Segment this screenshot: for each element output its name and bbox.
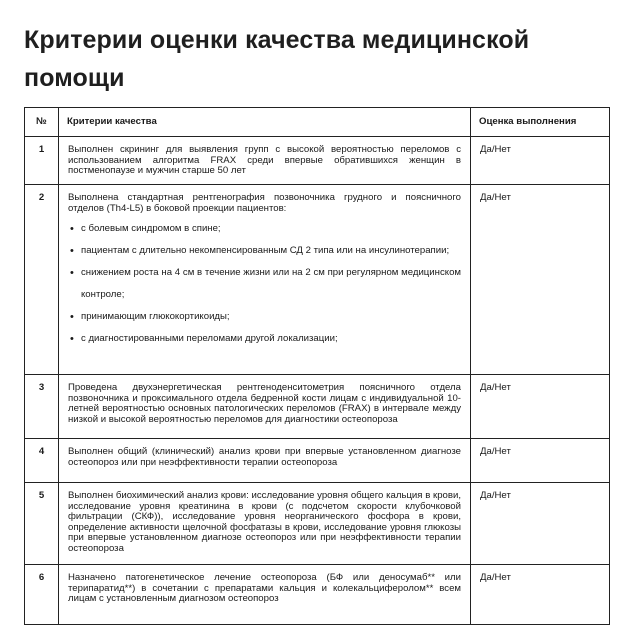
assessment-cell: Да/Нет [471, 375, 610, 439]
table-row [25, 185, 610, 375]
criterion-text: Выполнен общий (клинический) анализ крови при впервые установленном диагнозе остеопороз или при неэффективности терапии остеопороза [68, 446, 461, 468]
page-title: Критерии оценки качества медицинской помощи [24, 25, 530, 92]
table-row [25, 375, 610, 439]
column-header-criteria: Критерии качества [59, 108, 471, 137]
criterion-text: Выполнен биохимический анализ крови: исследование уровня общего кальция в крови, исследование уровня креатинина в крови (с подсчетом скорости клубочковой фильтрации (СКФ)), исследование уровня неорганического фосфора в крови, определение активности щелочной фосфатазы в крови, исследование уровня глюкозы при впервые установленном диагнозе остеопороз или при неэффективности терапии остеопороза [68, 490, 461, 554]
table-header-row [25, 108, 610, 137]
row-number: 3 [25, 375, 59, 439]
list-item: • пациентам с длительно некомпенсированным СД 2 типа или на инсулинотерапии; [68, 240, 461, 262]
quality-criteria-table [24, 107, 610, 625]
list-item: • принимающим глюкокортикоиды; [68, 306, 461, 328]
table-row [25, 483, 610, 565]
row-number: 2 [25, 185, 59, 375]
assessment-cell: Да/Нет [471, 439, 610, 483]
row-number: 5 [25, 483, 59, 565]
criterion-text: Назначено патогенетическое лечение остеопороза (БФ или деносумаб** или терипаратид**) в сочетании с препаратами кальция и колекальциферолом** всем лицам с установленным диагнозом остеопороз [68, 572, 461, 605]
table-row [25, 439, 610, 483]
column-header-number: № [25, 108, 59, 137]
criterion-cell [59, 375, 471, 439]
criterion-cell [59, 483, 471, 565]
table-row [25, 137, 610, 185]
criterion-list [68, 218, 461, 350]
criterion-cell [59, 439, 471, 483]
row-number: 4 [25, 439, 59, 483]
list-item: • снижением роста на 4 см в течение жизни или на 2 см при регулярном медицинском контроле; [68, 262, 461, 306]
table-row [25, 565, 610, 625]
criterion-cell [59, 185, 471, 375]
criterion-text: Проведена двухэнергетическая рентгеноденситометрия поясничного отдела позвоночника и проксимального отдела бедренной кости лицам с индивидуальной 10-летней вероятностью основных патологических переломов (FRAX) в интервале между низкой и высокой вероятностью переломов для диагностики остеопороза [68, 382, 461, 425]
criterion-text: Выполнен скрининг для выявления групп с высокой вероятностью переломов с использованием алгоритма FRAX среди впервые обратившихся женщин в постменопаузе и мужчин старше 50 лет [68, 144, 461, 177]
column-header-assessment: Оценка выполнения [471, 108, 610, 137]
criterion-cell [59, 137, 471, 185]
list-item: • с болевым синдромом в спине; [68, 218, 461, 240]
row-number: 1 [25, 137, 59, 185]
criterion-cell [59, 565, 471, 625]
criterion-text: Выполнена стандартная рентгенография позвоночника грудного и поясничного отделов (Th4-L5) в боковой проекции пациентов: [68, 192, 461, 214]
assessment-cell: Да/Нет [471, 185, 610, 375]
row-number: 6 [25, 565, 59, 625]
assessment-cell: Да/Нет [471, 137, 610, 185]
list-item: • с диагностированными переломами другой локализации; [68, 328, 461, 350]
assessment-cell: Да/Нет [471, 483, 610, 565]
assessment-cell: Да/Нет [471, 565, 610, 625]
